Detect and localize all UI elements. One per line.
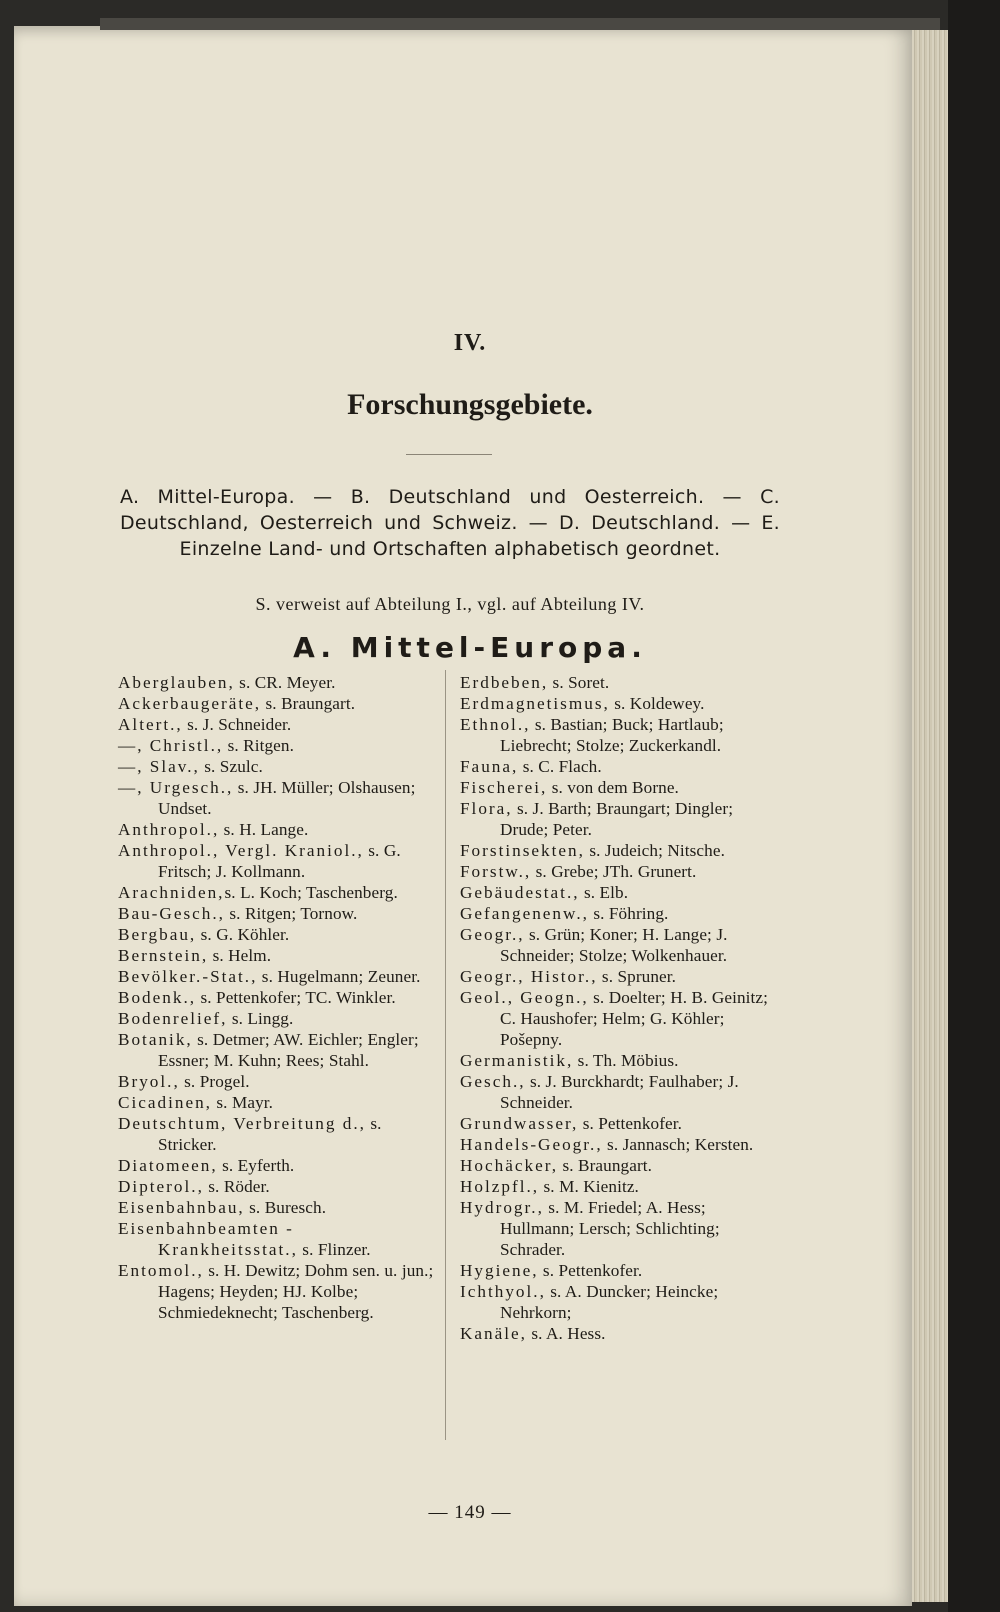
entry-references: s. Doelter; H. B. Geinitz; C. Haushofer; Helm; G. Köhler; Pošepny. xyxy=(500,988,769,1049)
entry-keyword: Gesch., xyxy=(460,1072,526,1091)
entry-keyword: Deutschtum, Verbreitung d., xyxy=(118,1114,366,1133)
entry-keyword: Erdmagnetismus, xyxy=(460,694,610,713)
index-entry xyxy=(460,861,780,882)
entry-keyword: Ichthyol., xyxy=(460,1282,546,1301)
entry-references: s. JH. Müller; Olshausen; Undset. xyxy=(158,778,416,818)
index-entry xyxy=(118,1197,434,1218)
index-entry xyxy=(118,1176,434,1197)
entry-keyword: Ethnol., xyxy=(460,715,531,734)
entry-references: s. Koldewey. xyxy=(609,694,705,713)
entry-references: s. Lingg. xyxy=(227,1009,294,1028)
index-entry xyxy=(118,1029,434,1071)
index-column-right xyxy=(460,672,780,1344)
entry-references: s. Progel. xyxy=(179,1072,250,1091)
entry-keyword: Handels-Geogr., xyxy=(460,1135,603,1154)
binding-band xyxy=(100,18,940,30)
index-entry xyxy=(118,840,434,882)
index-entry xyxy=(460,756,780,777)
entry-references: s. C. Flach. xyxy=(518,757,602,776)
entry-references: s. Judeich; Nitsche. xyxy=(584,841,725,860)
entry-references: s. L. Koch; Taschenberg. xyxy=(224,883,398,902)
book-page xyxy=(14,26,912,1606)
entry-references: s. J. Burckhardt; Faulhaber; J. Schneider. xyxy=(500,1072,739,1112)
entry-keyword: Aberglauben, xyxy=(118,673,235,692)
entry-keyword: Eisenbahnbau, xyxy=(118,1198,245,1217)
index-entry xyxy=(460,672,780,693)
index-entry xyxy=(460,714,780,756)
entry-keyword: Hydrogr., xyxy=(460,1198,544,1217)
entry-references: s. Flinzer. xyxy=(297,1240,371,1259)
index-entry xyxy=(460,777,780,798)
index-entry xyxy=(460,798,780,840)
index-entry xyxy=(460,903,780,924)
index-entry xyxy=(118,1113,434,1155)
entry-keyword: —, Christl., xyxy=(118,736,224,755)
index-entry xyxy=(118,1008,434,1029)
entry-keyword: Hygiene, xyxy=(460,1261,539,1280)
index-entry xyxy=(460,966,780,987)
entry-keyword: —, Slav., xyxy=(118,757,200,776)
index-column-left xyxy=(118,672,434,1323)
entry-keyword: Dipterol., xyxy=(118,1177,204,1196)
index-entry xyxy=(118,1092,434,1113)
entry-references: s. Buresch. xyxy=(244,1198,327,1217)
page-edges xyxy=(912,30,948,1602)
entry-keyword: Grundwasser, xyxy=(460,1114,579,1133)
index-entry xyxy=(118,882,434,903)
entry-keyword: Bodenrelief, xyxy=(118,1009,228,1028)
page-number: — 149 — xyxy=(428,1502,512,1523)
entry-keyword: Cicadinen, xyxy=(118,1093,212,1112)
entry-references: s. Grün; Koner; H. Lange; J. Schneider; Stolze; Wolkenhauer. xyxy=(500,925,728,965)
entry-references: s. Elb. xyxy=(579,883,629,902)
entry-references: s. Bastian; Buck; Hartlaub; Liebrecht; Stolze; Zuckerkandl. xyxy=(500,715,724,755)
entry-keyword: Fischerei, xyxy=(460,778,548,797)
index-entry xyxy=(460,1071,780,1113)
index-entry xyxy=(460,693,780,714)
entry-references: s. J. Barth; Braungart; Dingler; Drude; Peter. xyxy=(500,799,734,839)
entry-keyword: Ackerbaugeräte, xyxy=(118,694,262,713)
entry-keyword: —, Urgesch., xyxy=(118,778,234,797)
index-entry xyxy=(118,1260,434,1323)
entry-references: s. Pettenkofer; TC. Winkler. xyxy=(196,988,396,1007)
index-entry xyxy=(118,924,434,945)
entry-keyword: Geogr., Histor., xyxy=(460,967,598,986)
entry-references: s. von dem Borne. xyxy=(547,778,679,797)
index-entry xyxy=(118,1155,434,1176)
entry-keyword: Erdbeben, xyxy=(460,673,549,692)
entry-keyword: Anthropol., xyxy=(118,820,220,839)
entry-references: s. Hugelmann; Zeuner. xyxy=(257,967,421,986)
entry-keyword: Bernstein, xyxy=(118,946,209,965)
entry-references: s. G. Köhler. xyxy=(196,925,290,944)
index-entry xyxy=(460,1323,780,1344)
index-entry xyxy=(118,672,434,693)
entry-keyword: Entomol., xyxy=(118,1261,204,1280)
entry-keyword: Forstw., xyxy=(460,862,532,881)
entry-references: s. Pettenkofer. xyxy=(538,1261,643,1280)
entry-keyword: Botanik, xyxy=(118,1030,193,1049)
book-cover-edge xyxy=(948,0,1000,1612)
entry-keyword: Fauna, xyxy=(460,757,519,776)
index-entry xyxy=(118,819,434,840)
entry-keyword: Flora, xyxy=(460,799,513,818)
entry-references: s. M. Friedel; A. Hess; Hullmann; Lersch; Schlichting; Schrader. xyxy=(500,1198,720,1259)
index-entry xyxy=(118,1218,434,1260)
index-entry xyxy=(460,882,780,903)
index-entry xyxy=(460,1134,780,1155)
entry-keyword: Anthropol., Vergl. Kraniol., xyxy=(118,841,364,860)
entry-keyword: Gebäudestat., xyxy=(460,883,580,902)
index-entry xyxy=(460,924,780,966)
entry-references: s. Grebe; JTh. Grunert. xyxy=(531,862,697,881)
index-entry xyxy=(460,987,780,1050)
entry-references: s. Detmer; AW. Eichler; Engler; Essner; M. Kuhn; Rees; Stahl. xyxy=(158,1030,419,1070)
entry-references: s. Helm. xyxy=(208,946,272,965)
entry-keyword: Geol., Geogn., xyxy=(460,988,589,1007)
index-entry xyxy=(460,1113,780,1134)
entry-keyword: Bryol., xyxy=(118,1072,180,1091)
entry-keyword: Forstinsekten, xyxy=(460,841,585,860)
index-entry xyxy=(118,987,434,1008)
entry-keyword: Gefangenenw., xyxy=(460,904,589,923)
entry-keyword: Diatomeen, xyxy=(118,1156,218,1175)
entry-references: s. Jannasch; Kersten. xyxy=(602,1135,754,1154)
chapter-subtitle: A. Mittel-Europa. — B. Deutschland und Oesterreich. — C. Deutschland, Oesterreich und Schweiz. — D. Deutschland. — E. Einzelne Land- und Ortschaften alphabetisch geordnet. xyxy=(120,486,780,560)
section-heading: A. Mittel-Europa. xyxy=(293,631,647,664)
section-number: IV. xyxy=(453,330,487,356)
entry-keyword: Bergbau, xyxy=(118,925,197,944)
entry-references: s. Szulc. xyxy=(199,757,263,776)
entry-keyword: Hochäcker, xyxy=(460,1156,559,1175)
index-entry xyxy=(460,1050,780,1071)
entry-references: s. Eyferth. xyxy=(217,1156,295,1175)
title-divider xyxy=(406,454,492,455)
entry-references: s. G. Fritsch; J. Kollmann. xyxy=(158,841,401,881)
index-entry xyxy=(460,1197,780,1260)
entry-keyword: Germanistik, xyxy=(460,1051,574,1070)
entry-references: s. Röder. xyxy=(203,1177,270,1196)
entry-references: s. Föhring. xyxy=(588,904,669,923)
entry-references: s. Ritgen. xyxy=(223,736,294,755)
index-entry xyxy=(118,693,434,714)
entry-keyword: Geogr., xyxy=(460,925,525,944)
entry-references: s. CR. Meyer. xyxy=(234,673,336,692)
entry-keyword: Bevölker.-Stat., xyxy=(118,967,258,986)
chapter-title: Forschungsgebiete. xyxy=(347,388,593,421)
entry-references: s. J. Schneider. xyxy=(182,715,292,734)
entry-keyword: Bau-Gesch., xyxy=(118,904,225,923)
entry-references: s. H. Dewitz; Dohm sen. u. jun.; Hagens; Heyden; HJ. Kolbe; Schmiedeknecht; Taschenberg. xyxy=(158,1261,434,1322)
index-entry xyxy=(118,735,434,756)
reference-note: S. verweist auf Abteilung I., vgl. auf Abteilung IV. xyxy=(255,594,645,614)
entry-references: s. Th. Möbius. xyxy=(573,1051,679,1070)
entry-keyword: Holzpfl., xyxy=(460,1177,540,1196)
entry-references: s. Braungart. xyxy=(558,1156,653,1175)
entry-references: s. Pettenkofer. xyxy=(578,1114,683,1133)
entry-references: s. Ritgen; Tornow. xyxy=(224,904,358,923)
entry-references: s. H. Lange. xyxy=(219,820,309,839)
entry-references: s. A. Hess. xyxy=(526,1324,606,1343)
index-entry xyxy=(460,1176,780,1197)
index-entry xyxy=(118,756,434,777)
index-entry xyxy=(118,714,434,735)
index-entry xyxy=(460,1260,780,1281)
entry-keyword: Kanäle, xyxy=(460,1324,527,1343)
index-entry xyxy=(118,966,434,987)
entry-references: s. Braungart. xyxy=(261,694,356,713)
index-entry xyxy=(460,840,780,861)
index-entry xyxy=(460,1281,780,1323)
entry-references: s. Stricker. xyxy=(158,1114,382,1154)
index-entry xyxy=(118,1071,434,1092)
entry-references: s. Mayr. xyxy=(211,1093,274,1112)
entry-references: s. M. Kienitz. xyxy=(539,1177,639,1196)
entry-references: s. Spruner. xyxy=(597,967,677,986)
index-entry xyxy=(118,945,434,966)
index-entry xyxy=(118,903,434,924)
entry-keyword: Arachniden, xyxy=(118,883,225,902)
index-entry xyxy=(460,1155,780,1176)
entry-references: s. A. Duncker; Heincke; Nehrkorn; xyxy=(500,1282,719,1322)
column-divider xyxy=(445,670,446,1440)
entry-keyword: Eisenbahnbeamten - Krankheitsstat., xyxy=(118,1219,298,1259)
entry-keyword: Bodenk., xyxy=(118,988,197,1007)
entry-keyword: Altert., xyxy=(118,715,183,734)
index-entry xyxy=(118,777,434,819)
entry-references: s. Soret. xyxy=(548,673,610,692)
